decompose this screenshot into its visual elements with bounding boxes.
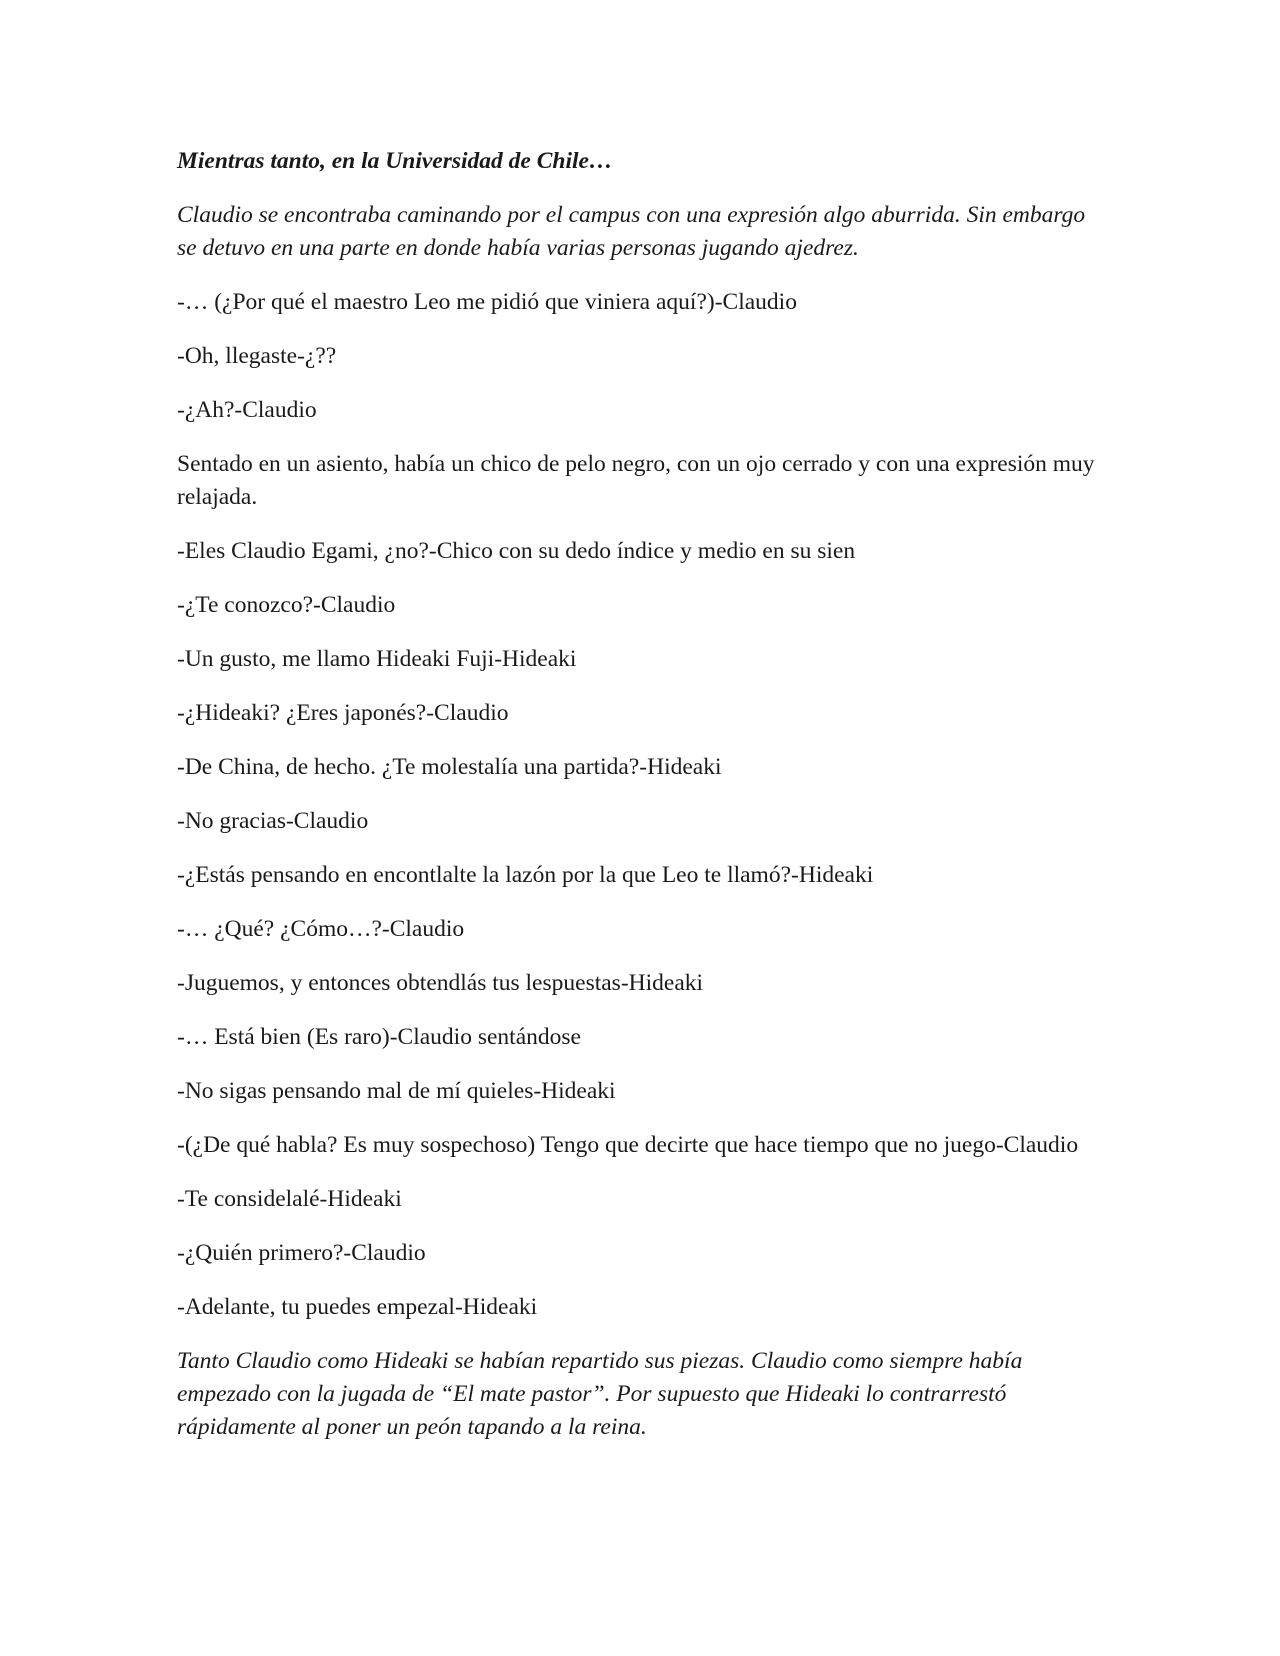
dialogue-paragraph: -¿Ah?-Claudio [177, 397, 317, 423]
narration-paragraph: Claudio se encontraba caminando por el campus con una expresión algo aburrida. Sin embargo se detuvo en una parte en donde había varias personas jugando ajedrez. [177, 202, 1086, 261]
dialogue-paragraph: -De China, de hecho. ¿Te molestalía una partida?-Hideaki [177, 754, 722, 780]
dialogue-paragraph: -¿Hideaki? ¿Eres japonés?-Claudio [177, 700, 509, 726]
paragraph-list [177, 199, 1097, 1444]
narration-paragraph: Tanto Claudio como Hideaki se habían repartido sus piezas. Claudio como siempre había empezado con la jugada de “El mate pastor”. Por supuesto que Hideaki lo contrarrestó rápidamente al poner un peón tapando a la reina. [177, 1348, 1023, 1440]
dialogue-paragraph: -No sigas pensando mal de mí quieles-Hideaki [177, 1078, 616, 1104]
dialogue-paragraph: -… Está bien (Es raro)-Claudio sentándose [177, 1024, 581, 1050]
dialogue-paragraph: -… (¿Por qué el maestro Leo me pidió que viniera aquí?)-Claudio [177, 289, 797, 315]
dialogue-paragraph: -(¿De qué habla? Es muy sospechoso) Tengo que decirte que hace tiempo que no juego-Claudio [177, 1132, 1079, 1158]
dialogue-paragraph: -Eles Claudio Egami, ¿no?-Chico con su dedo índice y medio en su sien [177, 538, 856, 564]
dialogue-paragraph: -Te considelalé-Hideaki [177, 1186, 402, 1212]
dialogue-paragraph: -… ¿Qué? ¿Cómo…?-Claudio [177, 916, 465, 942]
dialogue-paragraph: -¿Estás pensando en encontlalte la lazón por la que Leo te llamó?-Hideaki [177, 862, 874, 888]
dialogue-paragraph: -Juguemos, y entonces obtendlás tus lespuestas-Hideaki [177, 970, 704, 996]
section-heading: Mientras tanto, en la Universidad de Chile… [177, 148, 613, 174]
dialogue-paragraph: -No gracias-Claudio [177, 808, 369, 834]
dialogue-paragraph: Sentado en un asiento, había un chico de pelo negro, con un ojo cerrado y con una expresión muy relajada. [177, 451, 1095, 510]
dialogue-paragraph: -Un gusto, me llamo Hideaki Fuji-Hideaki [177, 646, 577, 672]
dialogue-paragraph: -Adelante, tu puedes empezal-Hideaki [177, 1294, 538, 1320]
dialogue-paragraph: -Oh, llegaste-¿?? [177, 343, 337, 369]
dialogue-paragraph: -¿Te conozco?-Claudio [177, 592, 396, 618]
document-body [177, 145, 1097, 1465]
dialogue-paragraph: -¿Quién primero?-Claudio [177, 1240, 426, 1266]
